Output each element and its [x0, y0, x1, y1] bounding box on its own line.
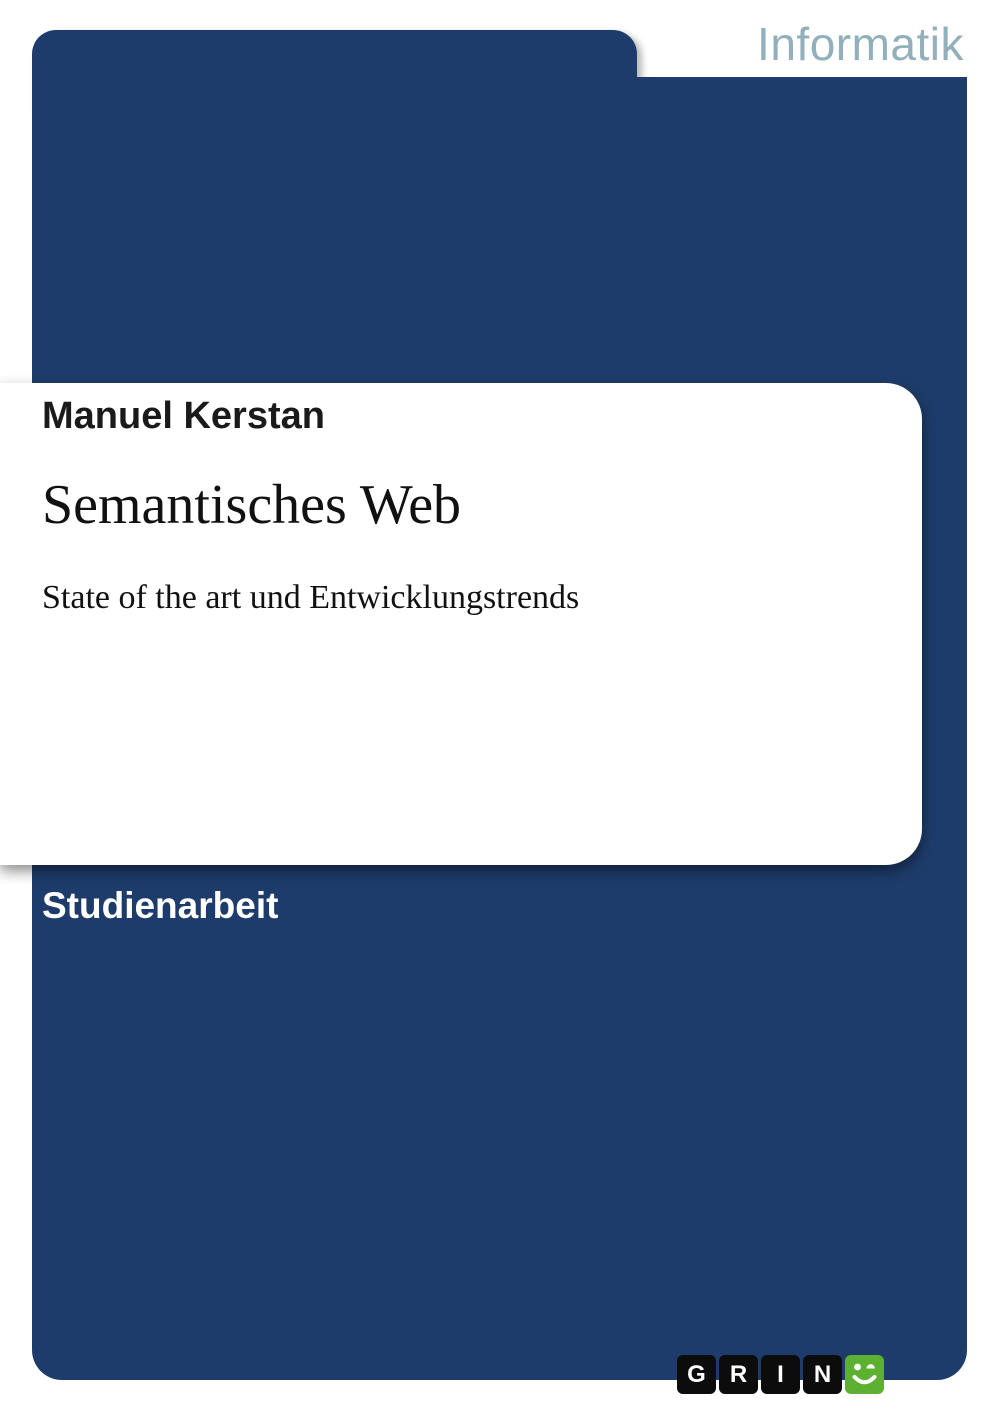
category-label: Informatik [757, 18, 964, 70]
logo-letter-box-r [719, 1355, 758, 1394]
logo-letter-box-g [677, 1355, 716, 1394]
logo-letter-box-i [761, 1355, 800, 1394]
document-title: Semantisches Web [42, 474, 462, 536]
title-panel [0, 383, 922, 865]
logo-letter: G [687, 1360, 706, 1388]
document-subtitle: State of the art und Entwicklungstrends [42, 579, 580, 616]
logo-letter: I [777, 1360, 784, 1388]
smiley-icon [845, 1355, 884, 1394]
author-name: Manuel Kerstan [42, 395, 325, 437]
logo-letter: N [813, 1360, 832, 1388]
grin-logo [677, 1355, 884, 1394]
logo-letter-box-n [803, 1355, 842, 1394]
document-type-label: Studienarbeit [42, 885, 279, 926]
logo-letter: R [729, 1360, 748, 1388]
